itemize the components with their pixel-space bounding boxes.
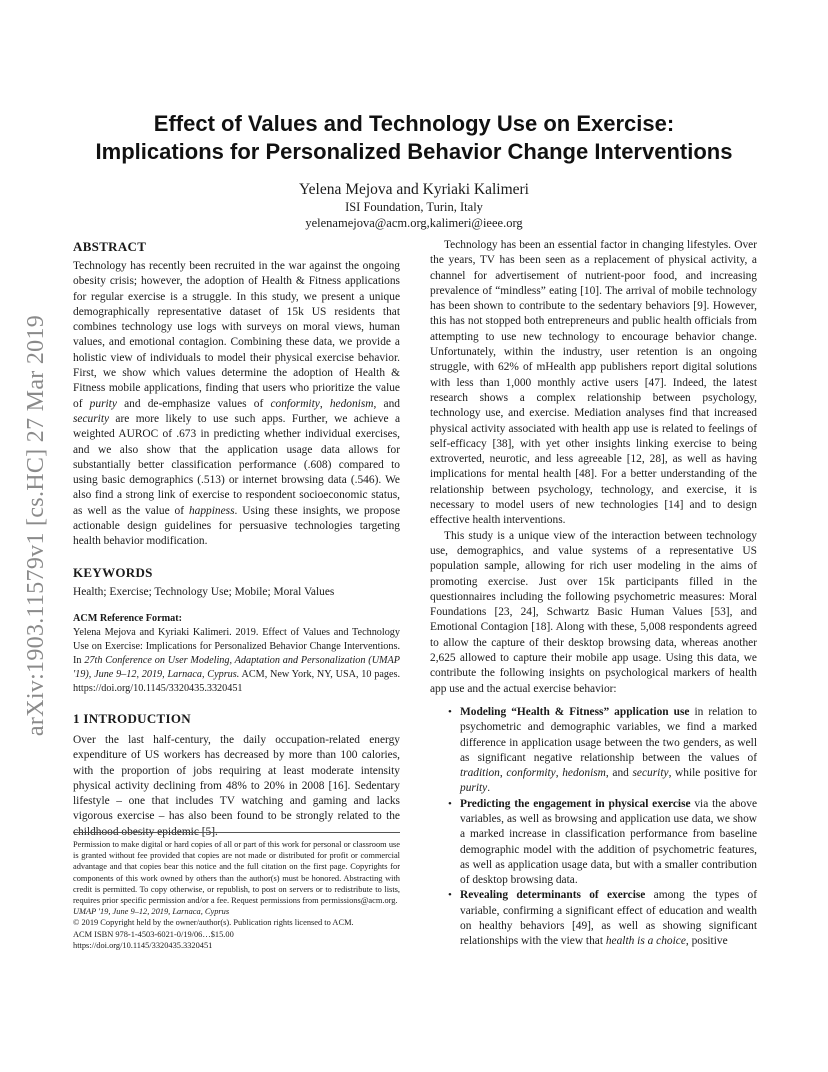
footnote-conference: UMAP '19, June 9–12, 2019, Larnaca, Cyprus [73, 907, 230, 917]
contribution-list [430, 705, 757, 950]
bullet-icon: • [448, 889, 452, 902]
arxiv-stamp [22, 285, 52, 765]
footnote-isbn: ACM ISBN 978-1-4503-6021-0/19/06…$15.00 [73, 929, 234, 939]
acm-reference-text: Yelena Mejova and Kyriaki Kalimeri. 2019. Effect of Values and Technology Use on Exercise: Implications for Personalized Behavior Change Interventions. In 27th Conference on User Modeling, Adaptation and Personalization (UMAP '19), June 9–12, 2019, Larnaca, Cyprus. ACM, New York, NY, USA, 10 pages. https://doi.org/10.1145/3320435.3320451 [73, 626, 401, 694]
keywords-text: Health; Exercise; Technology Use; Mobile; Moral Values [73, 585, 335, 598]
left-column [73, 238, 400, 840]
right-paragraph-2: This study is a unique view of the interaction between technology use, demographics, and value systems of a representative US population sample, allowing for rich user modeling in the aims of promoting exercise. Just over 15k participants filled in the questionnaires including the following psychometric measures: Moral Foundations [23, 24], Schwartz Basic Human Values [53], and Emotional Contagion [18]. Along with these, 5,008 respondents agreed to allow the capture of their desktop browsing data, whereas another 2,625 allowed to capture their mobile app usage. Using this data, we contribute the following insights on psychological markers of health app use and the actual exercise behavior: [430, 529, 757, 695]
right-paragraph-1: Technology has been an essential factor in changing lifestyles. Over the years, TV has been seen as a replacement of physical activity, a channel for advertisement of nutrient-poor food, and increasing prevalence of “mindless” eating [10]. The arrival of mobile technology has been shown to contribute to the sedentary behaviors [9]. However, this has not stopped both entrepreneurs and public health officials from attempting to use new technology to encourage behavior change. Unfortunately, within the industry, user retention is an ongoing struggle, with 62% of mHealth app publishers report digital solutions with less than 1,000 monthly active users [47]. Indeed, the latest research shows a complex relationship between psychology, technology use, and exercise. Mediation analyses find that increased physical activity associated with health app use is related to feelings of self-efficacy [38], with yet other insights linking exercise to being extroverted, neurotic, and less agreeable [12, 28], as well as having implications for mental health [48]. For a better understanding of the relationship between psychology, technology, and exercise, it is necessary to model users of new technologies [14] and to design effective health interventions. [430, 239, 757, 527]
permission-text: Permission to make digital or hard copies of all or part of this work for personal or classroom use is granted without fee provided that copies are not made or distributed for profit or commercial advantage and that copies bear this notice and the full citation on the first page. Copyrights for components of this work owned by others than the author(s) must be honored. Abstracting with credit is permitted. To copy otherwise, or republish, to post on servers or to redistribute to lists, requires prior specific permission and/or a fee. Request permissions from permissions@acm.org. [73, 840, 400, 906]
list-item: • Predicting the engagement in physical exercise via the above variables, as well as browsing and application use data, we show a marked increase in classification performance from baseline demographic model with the addition of psychometric features, as well as application usage data, but with a smaller contribution of desktop browsing data. [448, 797, 757, 887]
arxiv-stamp-text: arXiv:1903.11579v1 [cs.HC] 27 Mar 2019 [23, 314, 50, 736]
keywords-heading: KEYWORDS [73, 564, 153, 580]
bullet-icon: • [448, 797, 452, 810]
list-item: • Modeling “Health & Fitness” application use in relation to psychometric and demographic variables, we find a marked difference in application usage between the two genders, as well as significant negative relationship between the values of tradition, conformity, hedonism, and security, while positive for purity. [448, 705, 757, 795]
author-affiliation: ISI Foundation, Turin, Italy [345, 200, 483, 214]
footnote-copyright: © 2019 Copyright held by the owner/author(s). Publication rights licensed to ACM. [73, 918, 354, 928]
introduction-text: Over the last half-century, the daily occupation-related energy expenditure of US workers has decreased by more than 100 calories, with the proportion of jobs requiring at least moderate intensity physical activity declining from 48% to 20% in 2008 [16]. Sedentary lifestyle – one that includes TV watching and gaming and lacks vigorous exercise – has also been found to be strongly related to the childhood obesity epidemic [5]. [73, 733, 400, 838]
permission-footnote [73, 832, 400, 951]
list-item: • Revealing determinants of exercise among the types of variable, confirming a significant effect of education and wealth on healthy behaviors [49], as well as showing significant relationships with the view that health is a choice, positive [448, 889, 758, 948]
author-block [60, 180, 768, 231]
author-names: Yelena Mejova and Kyriaki Kalimeri [298, 181, 529, 198]
footnote-doi: https://doi.org/10.1145/3320435.3320451 [73, 940, 213, 950]
abstract-heading: ABSTRACT [73, 239, 147, 254]
title-line-1: Effect of Values and Technology Use on Exercise: [153, 111, 675, 136]
introduction-heading: 1 INTRODUCTION [73, 710, 191, 726]
right-column [430, 238, 757, 950]
abstract-text: Technology has recently been recruited in the war against the ongoing obesity crisis; however, the adoption of Health & Fitness applications for regular exercise is a struggle. In this study, we present a unique demographically representative dataset of 15k US residents that combines technology use logs with surveys on moral views, human values, and emotional contagion. Combining these data, we provide a holistic view of individuals to model their physical exercise behavior. First, we show which values determine the adoption of Health & Fitness mobile applications, finding that users who prioritize the value of purity and de-emphasize values of conformity, hedonism, and security are more likely to use such apps. Further, we achieve a weighted AUROC of .673 in predicting whether individual exercises, and we also show that the application usage data allows for substantially better classification performance (.608) compared to using basic demographics (.513) or internet browsing data (.546). We also find a strong link of exercise to respondent socioeconomic status, as well as the value of happiness. Using these insights, we propose actionable design guidelines for persuasive technologies targeting health behavior modification. [73, 260, 401, 548]
paper-title [60, 110, 768, 166]
acm-reference-heading: ACM Reference Format: [73, 612, 182, 624]
bullet-icon: • [448, 705, 452, 718]
author-emails: yelenamejova@acm.org,kalimeri@ieee.org [305, 216, 523, 230]
title-line-2: Implications for Personalized Behavior Change Interventions [95, 139, 733, 164]
